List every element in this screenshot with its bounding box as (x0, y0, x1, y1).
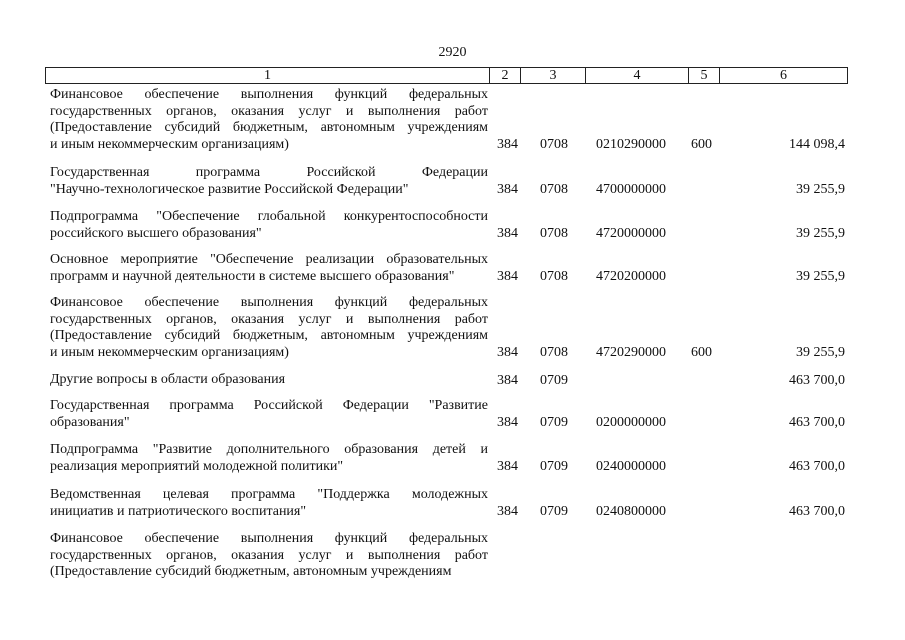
description-line: Подпрограмма "Обеспечение глобальной конкурентоспособности (50, 209, 488, 224)
header-col-2: 2 (490, 68, 521, 83)
row-expense-type: 600 (691, 137, 712, 152)
row-section-code: 0709 (540, 459, 568, 474)
description-line: Другие вопросы в области образования (50, 372, 286, 387)
row-amount: 39 255,9 (796, 345, 845, 360)
description-line: государственных органов, оказания услуг и выполнения работ (50, 103, 488, 119)
description-line: государственных органов, оказания услуг и выполнения работ (50, 547, 488, 563)
page-number: 2920 (438, 45, 467, 60)
row-ved-code: 384 (497, 182, 518, 197)
row-ved-code: 384 (497, 459, 518, 474)
row-description (50, 372, 488, 389)
row-target-article: 0240000000 (596, 459, 666, 474)
row-amount: 39 255,9 (796, 269, 845, 284)
row-target-article: 4720290000 (596, 345, 666, 360)
header-col-3: 3 (521, 68, 586, 83)
row-section-code: 0709 (540, 372, 568, 388)
row-description (50, 531, 488, 581)
row-section-code: 0709 (540, 415, 568, 430)
description-line: образования" (50, 414, 130, 430)
description-line: (Предоставление субсидий бюджетным, автономным учреждениям (50, 328, 488, 343)
row-description (50, 252, 488, 285)
row-target-article: 0210290000 (596, 137, 666, 152)
description-line: программ и научной деятельности в системе высшего образования" (50, 268, 455, 284)
row-description (50, 209, 488, 242)
header-col-1: 1 (46, 68, 490, 83)
row-ved-code: 384 (497, 372, 518, 388)
row-amount: 463 700,0 (789, 415, 845, 430)
description-line: и иным некоммерческим организациям) (50, 136, 289, 152)
row-section-code: 0708 (540, 226, 568, 241)
description-line: инициатив и патриотического воспитания" (50, 503, 307, 519)
header-col-6: 6 (780, 68, 787, 83)
description-line: государственных органов, оказания услуг и выполнения работ (50, 311, 488, 327)
row-description (50, 487, 488, 520)
row-section-code: 0708 (540, 345, 568, 360)
description-line: Ведомственная целевая программа "Поддержка молодежных (50, 487, 488, 502)
row-target-article: 4700000000 (596, 182, 666, 197)
row-amount: 463 700,0 (789, 372, 845, 388)
description-line: Финансовое обеспечение выполнения функций федеральных (50, 531, 488, 546)
description-line: реализация мероприятий молодежной политики" (50, 458, 344, 474)
row-ved-code: 384 (497, 226, 518, 241)
row-description (50, 165, 488, 198)
row-target-article: 0200000000 (596, 415, 666, 430)
description-line: Финансовое обеспечение выполнения функций федеральных (50, 87, 488, 102)
description-line: (Предоставление субсидий бюджетным, автономным учреждениям (50, 564, 452, 579)
row-ved-code: 384 (497, 415, 518, 430)
row-ved-code: 384 (497, 269, 518, 284)
description-line: Государственная программа Российской Федерации "Развитие (50, 398, 488, 413)
row-amount: 463 700,0 (789, 459, 845, 474)
row-section-code: 0708 (540, 182, 568, 197)
description-line: российского высшего образования" (50, 225, 262, 241)
row-ved-code: 384 (497, 345, 518, 360)
row-ved-code: 384 (497, 137, 518, 152)
description-line: "Научно-технологическое развитие Российской Федерации" (50, 181, 409, 197)
row-target-article: 4720000000 (596, 226, 666, 241)
row-expense-type: 600 (691, 345, 712, 360)
row-amount: 144 098,4 (789, 137, 845, 152)
row-section-code: 0708 (540, 269, 568, 284)
header-col-4: 4 (586, 68, 689, 83)
description-line: и иным некоммерческим организациям) (50, 344, 289, 360)
description-line: (Предоставление субсидий бюджетным, автономным учреждениям (50, 120, 488, 135)
row-description (50, 398, 488, 431)
row-section-code: 0708 (540, 137, 568, 152)
table-header (45, 67, 848, 84)
row-amount: 39 255,9 (796, 226, 845, 241)
row-target-article: 0240800000 (596, 504, 666, 519)
row-description (50, 87, 488, 153)
row-amount: 463 700,0 (789, 504, 845, 519)
row-target-article: 4720200000 (596, 269, 666, 284)
description-line: Финансовое обеспечение выполнения функций федеральных (50, 295, 488, 310)
description-line: Государственная программа Российской Федерации (50, 165, 488, 180)
row-description (50, 442, 488, 475)
row-description (50, 295, 488, 361)
row-ved-code: 384 (497, 504, 518, 519)
row-section-code: 0709 (540, 504, 568, 519)
row-amount: 39 255,9 (796, 182, 845, 197)
description-line: Основное мероприятие "Обеспечение реализации образовательных (50, 252, 488, 267)
description-line: Подпрограмма "Развитие дополнительного образования детей и (50, 442, 488, 457)
header-col-5: 5 (689, 68, 720, 83)
